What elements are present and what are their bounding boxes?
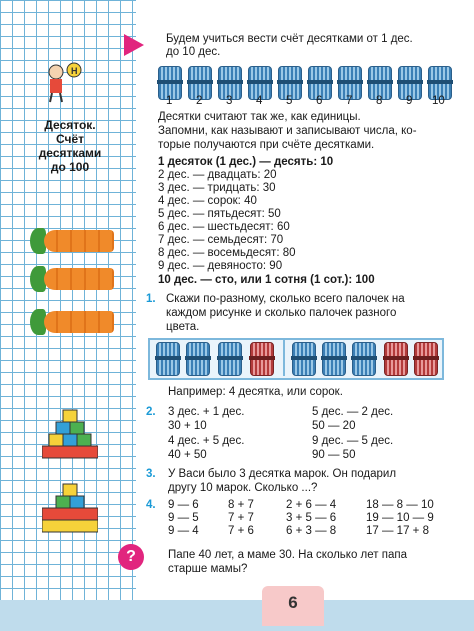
tens-row: 10 дес. — сто, или 1 сотня (1 сот.): 100 [158, 274, 375, 286]
expression: 8 + 7 [228, 499, 254, 511]
question-text: Папе 40 лет, а маме 30. На сколько лет папа [168, 549, 407, 561]
bundle-number: 10 [432, 95, 445, 107]
tens-row: 6 дес. — шестьдесят: 60 [158, 221, 290, 233]
tens-row: 1 десяток (1 дес.) — десять: 10 [158, 156, 334, 168]
bottom-band [0, 600, 474, 631]
intro-line-1: Будем учиться вести счёт десятками от 1 дес. [166, 33, 413, 45]
bundle-number: 1 [166, 95, 173, 107]
tens-row: 8 дес. — восемьдесят: 80 [158, 247, 296, 259]
expression: 40 + 50 [168, 449, 207, 461]
task-number: 4. [146, 499, 156, 511]
paragraph-line: Запомни, как называют и записывают числа, ко- [158, 125, 417, 137]
cube-pyramid-1 [42, 408, 98, 483]
tens-row: 7 дес. — семьдесят: 70 [158, 234, 284, 246]
bundle-number: 6 [316, 95, 323, 107]
paragraph-line: торые получаются при счёте десятками. [158, 139, 375, 151]
bundle-number: 9 [406, 95, 413, 107]
expression: 6 + 3 — 8 [286, 525, 337, 537]
section-marker-icon [124, 34, 144, 56]
section-label: Десяток. Счёт десятками до 100 [38, 118, 102, 174]
expression: 2 + 6 — 4 [286, 499, 337, 511]
bundle-number: 5 [286, 95, 293, 107]
task-text: У Васи было 3 десятка марок. Он подарил [168, 468, 397, 480]
task-text: цвета. [166, 321, 200, 333]
expression: 90 — 50 [312, 449, 356, 461]
bundle-number: 3 [226, 95, 233, 107]
page-number: 6 [262, 586, 324, 626]
question-text: старше мамы? [168, 563, 248, 575]
tens-row: 9 дес. — девяносто: 90 [158, 260, 283, 272]
tens-row: 5 дес. — пятьдесят: 50 [158, 208, 281, 220]
task-text: другу 10 марок. Сколько ...? [168, 482, 318, 494]
task-text: Скажи по-разному, сколько всего палочек на [166, 293, 405, 305]
task-number: 3. [146, 468, 156, 480]
expression: 5 дес. — 2 дес. [312, 406, 394, 418]
expression: 9 — 5 [168, 512, 199, 524]
paragraph-line: Десятки считают так же, как единицы. [158, 111, 361, 123]
bundle-number: 4 [256, 95, 263, 107]
mascot-icon [42, 62, 78, 100]
expression: 9 дес. — 5 дес. [312, 435, 394, 447]
cube-pyramid-2 [42, 482, 98, 547]
expression: 17 — 17 + 8 [366, 525, 429, 537]
task-text: каждом рисунке и сколько палочек разного [166, 307, 397, 319]
expression: 9 — 4 [168, 525, 199, 537]
tens-row: 4 дес. — сорок: 40 [158, 195, 257, 207]
tens-row: 2 дес. — двадцать: 20 [158, 169, 277, 181]
intro-line-2: до 10 дес. [166, 46, 221, 58]
task-number: 1. [146, 293, 156, 305]
bundle-number: 2 [196, 95, 203, 107]
expression: 18 — 8 — 10 [366, 499, 434, 511]
expression: 7 + 6 [228, 525, 254, 537]
expression: 3 дес. + 1 дес. [168, 406, 245, 418]
expression: 4 дес. + 5 дес. [168, 435, 245, 447]
question-marker-icon: ? [118, 544, 144, 570]
expression: 9 — 6 [168, 499, 199, 511]
expression: 30 + 10 [168, 420, 207, 432]
bundle-number: 7 [346, 95, 353, 107]
tens-row: 3 дес. — тридцать: 30 [158, 182, 276, 194]
bundle-number: 8 [376, 95, 383, 107]
expression: 50 — 20 [312, 420, 356, 432]
svg-text:H: H [71, 66, 78, 76]
expression: 3 + 5 — 6 [286, 512, 337, 524]
expression: 19 — 10 — 9 [366, 512, 434, 524]
example-text: Например: 4 десятка, или сорок. [168, 386, 343, 398]
task-number: 2. [146, 406, 156, 418]
expression: 7 + 7 [228, 512, 254, 524]
